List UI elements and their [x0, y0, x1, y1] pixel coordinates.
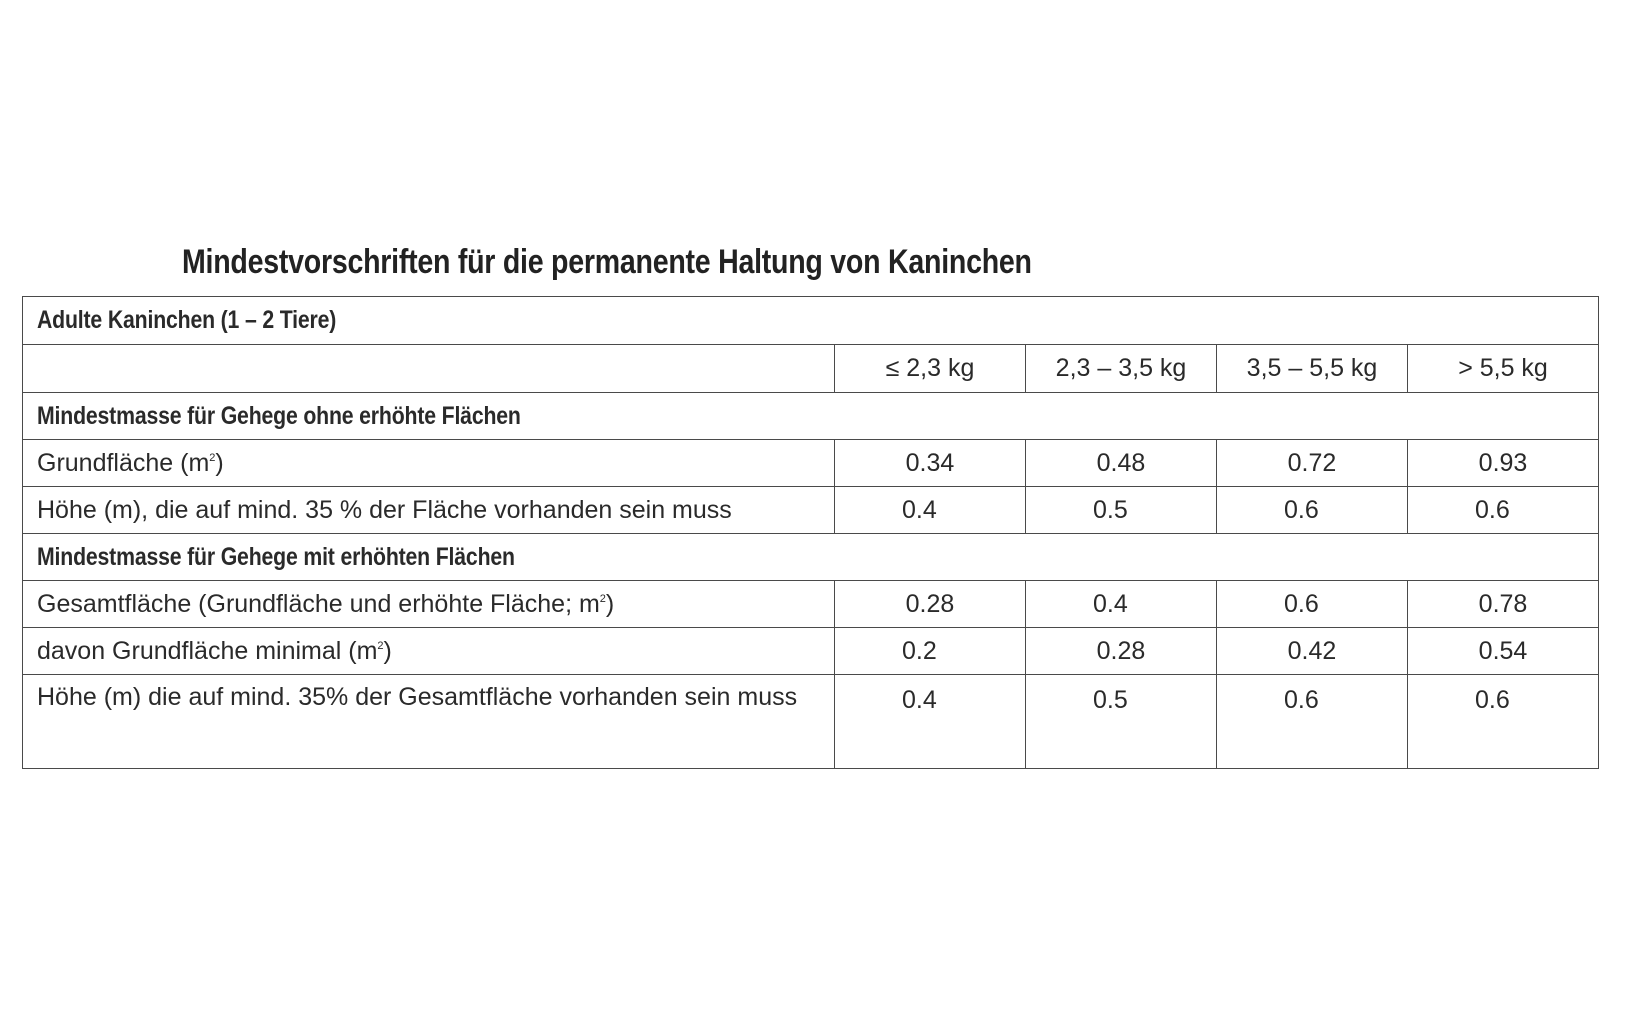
- row-label: Höhe (m) die auf mind. 35% der Gesamtfläche vorhanden sein muss: [23, 675, 835, 769]
- table-cell: 0.6: [1408, 675, 1599, 769]
- section-heading-cell: [23, 534, 1599, 581]
- table-cell: 0.54: [1408, 628, 1599, 675]
- table-cell: 0.5: [1026, 675, 1217, 769]
- table-cell: 0.6: [1408, 487, 1599, 534]
- weight-class-header: ≤ 2,3 kg: [835, 345, 1026, 393]
- table-cell: 0.6: [1217, 581, 1408, 628]
- table-cell: 0.78: [1408, 581, 1599, 628]
- rabbit-housing-table: [22, 296, 1599, 769]
- table-cell: 0.48: [1026, 440, 1217, 487]
- weight-class-header: 3,5 – 5,5 kg: [1217, 345, 1408, 393]
- table-row: [23, 675, 1599, 769]
- table-cell: 0.42: [1217, 628, 1408, 675]
- table-cell: 0.34: [835, 440, 1026, 487]
- table-row: [23, 628, 1599, 675]
- weight-class-blank-cell: [23, 345, 835, 393]
- table-cell: 0.4: [1026, 581, 1217, 628]
- table-row: [23, 487, 1599, 534]
- page-title: Mindestvorschriften für die permanente Haltung von Kaninchen: [182, 243, 1032, 281]
- row-label: Höhe (m), die auf mind. 35 % der Fläche vorhanden sein muss: [23, 487, 835, 534]
- section-heading-cell: [23, 393, 1599, 440]
- group-header: Adulte Kaninchen (1 – 2 Tiere): [37, 306, 337, 334]
- table-row: [23, 581, 1599, 628]
- group-header-row: [23, 297, 1599, 345]
- row-label: Gesamtfläche (Grundfläche und erhöhte Fläche; $m^2$): [23, 581, 835, 628]
- section-heading-row: [23, 534, 1599, 581]
- row-label: davon Grundfläche minimal $(m^2)$: [23, 628, 835, 675]
- table-cell: 0.6: [1217, 487, 1408, 534]
- table-cell: 0.4: [835, 487, 1026, 534]
- weight-class-row: [23, 345, 1599, 393]
- table-cell: 0.5: [1026, 487, 1217, 534]
- table-row: [23, 440, 1599, 487]
- group-header-cell: [23, 297, 1599, 345]
- section-heading-with: Mindestmasse für Gehege mit erhöhten Flächen: [37, 542, 515, 571]
- table-cell: 0.28: [1026, 628, 1217, 675]
- table-cell: 0.72: [1217, 440, 1408, 487]
- table-cell: 0.93: [1408, 440, 1599, 487]
- row-label: Grundfläche $(m^2)$: [23, 440, 835, 487]
- section-heading-row: [23, 393, 1599, 440]
- table-cell: 0.28: [835, 581, 1026, 628]
- table-cell: 0.6: [1217, 675, 1408, 769]
- table-cell: 0.4: [835, 675, 1026, 769]
- section-heading-without: Mindestmasse für Gehege ohne erhöhte Flächen: [37, 401, 521, 430]
- weight-class-header: > 5,5 kg: [1408, 345, 1599, 393]
- table-cell: 0.2: [835, 628, 1026, 675]
- weight-class-header: 2,3 – 3,5 kg: [1026, 345, 1217, 393]
